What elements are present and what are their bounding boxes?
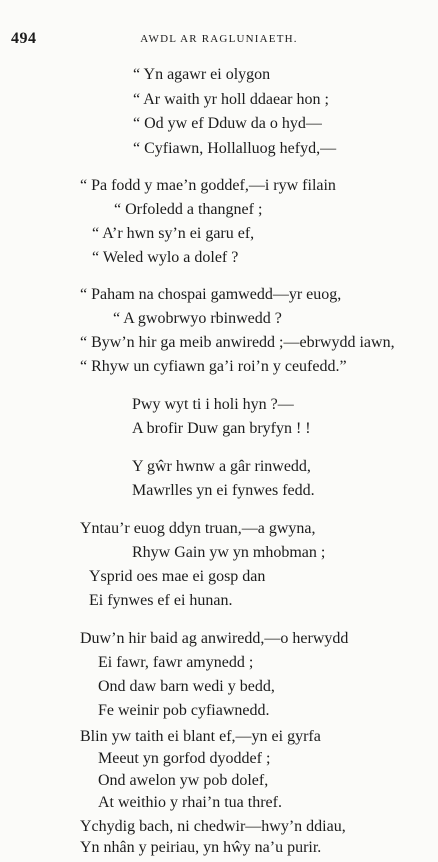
poem-line: Yn nhân y peiriau, yn hŵy na’u purir. [80, 839, 322, 856]
poem-line: “ Orfoledd a thangnef ; [114, 201, 263, 218]
poem-line: “ Od yw ef Dduw da o hyd— [133, 115, 322, 132]
poem-line: Rhyw Gain yw yn mhobman ; [132, 544, 326, 561]
poem-line: Ond awelon yw pob dolef, [98, 772, 269, 789]
poem-line: Ond daw barn wedi y bedd, [98, 678, 275, 695]
poem-line: “ A’r hwn sy’n ei garu ef, [92, 225, 255, 242]
poem-line: Pwy wyt ti i holi hyn ?— [132, 396, 294, 413]
poem-line: “ Paham na chospai gamwedd—yr euog, [80, 286, 342, 303]
poem-line: Mawrlles yn ei fynwes fedd. [132, 482, 315, 499]
poem-line: A brofir Duw gan bryfyn ! ! [132, 420, 311, 437]
poem-line: “ Yn agawr ei olygon [133, 66, 271, 83]
poem-line: Ei fawr, fawr amynedd ; [98, 654, 254, 671]
poem-line: Yntau’r euog ddyn truan,—a gwyna, [80, 520, 316, 537]
running-head: AWDL AR RAGLUNIAETH. [140, 33, 298, 45]
poem-line: Duw’n hir baid ag anwiredd,—o herwydd [80, 630, 349, 647]
poem-line: Ei fynwes ef ei hunan. [89, 592, 233, 609]
poem-line: Meeut yn gorfod dyoddef ; [98, 750, 271, 767]
page-header [0, 30, 438, 50]
page-number: 494 [11, 30, 37, 47]
poem-line: “ Cyfiawn, Hollalluog hefyd,— [133, 140, 337, 157]
poem-line: “ A gwobrwyo rbinwedd ? [113, 310, 282, 327]
poem-line: “ Pa fodd y mae’n goddef,—i ryw filain [80, 177, 336, 194]
poem-line: “ Byw’n hir ga meib anwiredd ;—ebrwydd iawn, [80, 334, 395, 351]
poem-line: “ Ar waith yr holl ddaear hon ; [133, 91, 329, 108]
poem-line: Y gŵr hwnw a gâr rinwedd, [132, 458, 311, 475]
poem-line: Blin yw taith ei blant ef,—yn ei gyrfa [80, 728, 321, 745]
poem-line: At weithio y rhai’n tua thref. [98, 794, 282, 811]
poem-line: “ Rhyw un cyfiawn ga’i roi’n y ceufedd.” [80, 358, 347, 375]
poem-line: “ Weled wylo a dolef ? [92, 249, 239, 266]
poem-line: Fe weinir pob cyfiawnedd. [98, 702, 270, 719]
poem-line: Ysprid oes mae ei gosp dan [89, 568, 266, 585]
poem-line: Ychydig bach, ni chedwir—hwy’n ddiau, [80, 818, 346, 835]
